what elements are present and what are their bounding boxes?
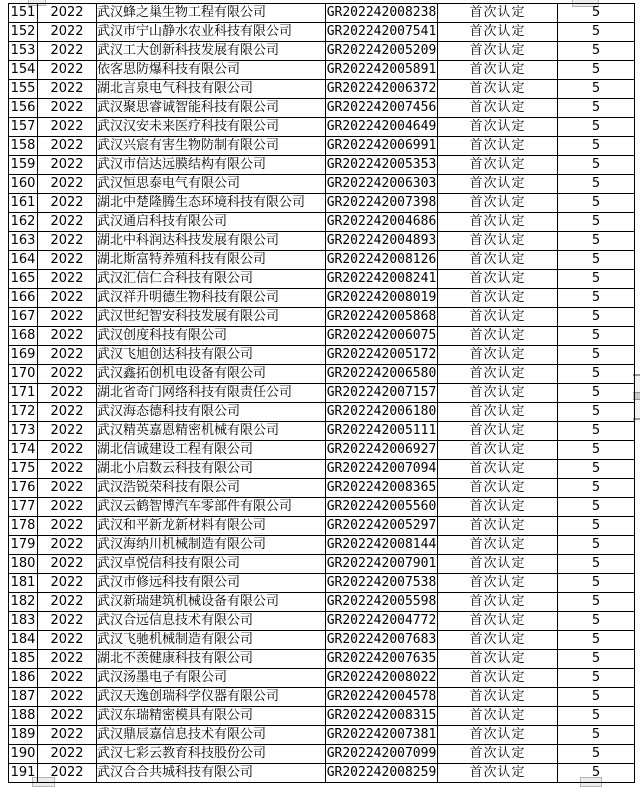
row-number-cell: 188 bbox=[9, 707, 38, 726]
certificate-code-cell: GR202242005172 bbox=[326, 346, 438, 365]
table-row bbox=[9, 118, 635, 137]
row-number-cell: 152 bbox=[9, 23, 38, 42]
recognition-type-cell: 首次认定 bbox=[438, 441, 558, 460]
validity-years-cell: 5 bbox=[558, 118, 635, 137]
company-name-cell: 武汉恒思泰电气有限公司 bbox=[97, 175, 326, 194]
company-name-cell: 武汉世纪智安科技发展有限公司 bbox=[97, 308, 326, 327]
year-cell: 2022 bbox=[38, 232, 97, 251]
table-row bbox=[9, 175, 635, 194]
certificate-code-cell: GR202242005353 bbox=[326, 156, 438, 175]
row-number-cell: 173 bbox=[9, 422, 38, 441]
table-row bbox=[9, 422, 635, 441]
validity-years-cell: 5 bbox=[558, 707, 635, 726]
recognition-type-cell: 首次认定 bbox=[438, 498, 558, 517]
company-name-cell: 武汉市修远科技有限公司 bbox=[97, 574, 326, 593]
recognition-type-cell: 首次认定 bbox=[438, 251, 558, 270]
table-row bbox=[9, 99, 635, 118]
certificate-code-cell: GR202242004649 bbox=[326, 118, 438, 137]
certificate-code-cell: GR202242008238 bbox=[326, 4, 438, 23]
validity-years-cell: 5 bbox=[558, 574, 635, 593]
year-cell: 2022 bbox=[38, 631, 97, 650]
validity-years-cell: 5 bbox=[558, 365, 635, 384]
row-number-cell: 166 bbox=[9, 289, 38, 308]
company-name-cell: 武汉蜂之巢生物工程有限公司 bbox=[97, 4, 326, 23]
company-name-cell: 湖北不羡健康科技有限公司 bbox=[97, 650, 326, 669]
table-row bbox=[9, 479, 635, 498]
year-cell: 2022 bbox=[38, 384, 97, 403]
certificate-code-cell: GR202242008241 bbox=[326, 270, 438, 289]
row-number-cell: 170 bbox=[9, 365, 38, 384]
recognition-type-cell: 首次认定 bbox=[438, 99, 558, 118]
row-number-cell: 184 bbox=[9, 631, 38, 650]
row-number-cell: 169 bbox=[9, 346, 38, 365]
company-name-cell: 武汉七彩云教育科技股份公司 bbox=[97, 745, 326, 764]
table-row bbox=[9, 251, 635, 270]
validity-years-cell: 5 bbox=[558, 631, 635, 650]
year-cell: 2022 bbox=[38, 156, 97, 175]
recognition-type-cell: 首次认定 bbox=[438, 555, 558, 574]
certificate-code-cell: GR202242007538 bbox=[326, 574, 438, 593]
validity-years-cell: 5 bbox=[558, 308, 635, 327]
certificate-code-cell: GR202242005111 bbox=[326, 422, 438, 441]
table-row bbox=[9, 403, 635, 422]
row-number-cell: 163 bbox=[9, 232, 38, 251]
company-name-cell: 武汉飞驰机械制造有限公司 bbox=[97, 631, 326, 650]
certificate-code-cell: GR202242007398 bbox=[326, 194, 438, 213]
company-name-cell: 武汉海态德科技有限公司 bbox=[97, 403, 326, 422]
validity-years-cell: 5 bbox=[558, 80, 635, 99]
row-number-cell: 164 bbox=[9, 251, 38, 270]
recognition-type-cell: 首次认定 bbox=[438, 289, 558, 308]
row-number-cell: 156 bbox=[9, 99, 38, 118]
year-cell: 2022 bbox=[38, 308, 97, 327]
validity-years-cell: 5 bbox=[558, 137, 635, 156]
table-row bbox=[9, 517, 635, 536]
certificate-code-cell: GR202242008144 bbox=[326, 536, 438, 555]
certificate-code-cell: GR202242007381 bbox=[326, 726, 438, 745]
certificate-code-cell: GR202242008126 bbox=[326, 251, 438, 270]
company-name-cell: 武汉海纳川机械制造有限公司 bbox=[97, 536, 326, 555]
recognition-type-cell: 首次认定 bbox=[438, 726, 558, 745]
certificate-code-cell: GR202242005560 bbox=[326, 498, 438, 517]
year-cell: 2022 bbox=[38, 175, 97, 194]
certificate-code-cell: GR202242005297 bbox=[326, 517, 438, 536]
validity-years-cell: 5 bbox=[558, 4, 635, 23]
row-number-cell: 168 bbox=[9, 327, 38, 346]
row-number-cell: 151 bbox=[9, 4, 38, 23]
table-row bbox=[9, 764, 635, 783]
year-cell: 2022 bbox=[38, 327, 97, 346]
company-name-cell: 武汉汇信仁合科技有限公司 bbox=[97, 270, 326, 289]
recognition-type-cell: 首次认定 bbox=[438, 118, 558, 137]
table-row bbox=[9, 631, 635, 650]
certificate-code-cell: GR202242007157 bbox=[326, 384, 438, 403]
table-row bbox=[9, 4, 635, 23]
table-row bbox=[9, 536, 635, 555]
year-cell: 2022 bbox=[38, 251, 97, 270]
company-name-cell: 武汉市信达远膜结构有限公司 bbox=[97, 156, 326, 175]
table-row bbox=[9, 745, 635, 764]
table-row bbox=[9, 593, 635, 612]
year-cell: 2022 bbox=[38, 441, 97, 460]
row-number-cell: 175 bbox=[9, 460, 38, 479]
table-row bbox=[9, 365, 635, 384]
certificate-code-cell: GR202242006303 bbox=[326, 175, 438, 194]
year-cell: 2022 bbox=[38, 23, 97, 42]
row-number-cell: 177 bbox=[9, 498, 38, 517]
year-cell: 2022 bbox=[38, 707, 97, 726]
year-cell: 2022 bbox=[38, 745, 97, 764]
validity-years-cell: 5 bbox=[558, 764, 635, 783]
recognition-type-cell: 首次认定 bbox=[438, 479, 558, 498]
company-name-cell: 湖北信诚建设工程有限公司 bbox=[97, 441, 326, 460]
table-row bbox=[9, 707, 635, 726]
year-cell: 2022 bbox=[38, 574, 97, 593]
row-number-cell: 161 bbox=[9, 194, 38, 213]
year-cell: 2022 bbox=[38, 61, 97, 80]
year-cell: 2022 bbox=[38, 118, 97, 137]
table-row bbox=[9, 156, 635, 175]
certificate-code-cell: GR202242005891 bbox=[326, 61, 438, 80]
certificate-code-cell: GR202242007094 bbox=[326, 460, 438, 479]
validity-years-cell: 5 bbox=[558, 536, 635, 555]
row-number-cell: 186 bbox=[9, 669, 38, 688]
year-cell: 2022 bbox=[38, 536, 97, 555]
validity-years-cell: 5 bbox=[558, 498, 635, 517]
certificate-code-cell: GR202242006075 bbox=[326, 327, 438, 346]
year-cell: 2022 bbox=[38, 612, 97, 631]
row-number-cell: 171 bbox=[9, 384, 38, 403]
recognition-type-cell: 首次认定 bbox=[438, 403, 558, 422]
validity-years-cell: 5 bbox=[558, 99, 635, 118]
certificate-code-cell: GR202242005868 bbox=[326, 308, 438, 327]
recognition-type-cell: 首次认定 bbox=[438, 42, 558, 61]
table-row bbox=[9, 460, 635, 479]
certificate-code-cell: GR202242004772 bbox=[326, 612, 438, 631]
table-row bbox=[9, 441, 635, 460]
recognition-type-cell: 首次认定 bbox=[438, 156, 558, 175]
recognition-type-cell: 首次认定 bbox=[438, 460, 558, 479]
table-row bbox=[9, 194, 635, 213]
certificate-code-cell: GR202242006180 bbox=[326, 403, 438, 422]
validity-years-cell: 5 bbox=[558, 61, 635, 80]
certificate-code-cell: GR202242008315 bbox=[326, 707, 438, 726]
table-row bbox=[9, 137, 635, 156]
year-cell: 2022 bbox=[38, 270, 97, 289]
validity-years-cell: 5 bbox=[558, 232, 635, 251]
recognition-type-cell: 首次认定 bbox=[438, 764, 558, 783]
company-name-cell: 武汉祥升明德生物科技有限公司 bbox=[97, 289, 326, 308]
year-cell: 2022 bbox=[38, 346, 97, 365]
recognition-type-cell: 首次认定 bbox=[438, 422, 558, 441]
company-name-cell: 武汉浩锐荣科技有限公司 bbox=[97, 479, 326, 498]
year-cell: 2022 bbox=[38, 289, 97, 308]
validity-years-cell: 5 bbox=[558, 726, 635, 745]
recognition-type-cell: 首次认定 bbox=[438, 669, 558, 688]
year-cell: 2022 bbox=[38, 669, 97, 688]
validity-years-cell: 5 bbox=[558, 270, 635, 289]
company-name-cell: 武汉和平新龙新材料有限公司 bbox=[97, 517, 326, 536]
company-name-cell: 武汉汉安未来医疗科技有限公司 bbox=[97, 118, 326, 137]
table-row bbox=[9, 498, 635, 517]
recognition-type-cell: 首次认定 bbox=[438, 327, 558, 346]
year-cell: 2022 bbox=[38, 4, 97, 23]
company-name-cell: 湖北小启数云科技有限公司 bbox=[97, 460, 326, 479]
row-number-cell: 181 bbox=[9, 574, 38, 593]
table-row bbox=[9, 61, 635, 80]
year-cell: 2022 bbox=[38, 460, 97, 479]
validity-years-cell: 5 bbox=[558, 555, 635, 574]
row-number-cell: 162 bbox=[9, 213, 38, 232]
certificate-code-cell: GR202242004578 bbox=[326, 688, 438, 707]
company-name-cell: 武汉合合共城科技有限公司 bbox=[97, 764, 326, 783]
company-name-cell: 武汉卓悦信科技有限公司 bbox=[97, 555, 326, 574]
certificate-code-cell: GR202242008259 bbox=[326, 764, 438, 783]
validity-years-cell: 5 bbox=[558, 669, 635, 688]
row-number-cell: 189 bbox=[9, 726, 38, 745]
company-name-cell: 武汉飞旭创达科技有限公司 bbox=[97, 346, 326, 365]
recognition-type-cell: 首次认定 bbox=[438, 232, 558, 251]
recognition-type-cell: 首次认定 bbox=[438, 384, 558, 403]
row-number-cell: 158 bbox=[9, 137, 38, 156]
company-name-cell: 武汉新瑞建筑机械设备有限公司 bbox=[97, 593, 326, 612]
company-name-cell: 湖北省奇门网络科技有限责任公司 bbox=[97, 384, 326, 403]
certificate-code-cell: GR202242005209 bbox=[326, 42, 438, 61]
certificate-code-cell: GR202242006991 bbox=[326, 137, 438, 156]
recognition-type-cell: 首次认定 bbox=[438, 346, 558, 365]
recognition-type-cell: 首次认定 bbox=[438, 4, 558, 23]
table-row bbox=[9, 213, 635, 232]
row-number-cell: 191 bbox=[9, 764, 38, 783]
validity-years-cell: 5 bbox=[558, 441, 635, 460]
company-name-cell: 武汉鼎辰嘉信息技术有限公司 bbox=[97, 726, 326, 745]
recognition-type-cell: 首次认定 bbox=[438, 270, 558, 289]
recognition-type-cell: 首次认定 bbox=[438, 175, 558, 194]
certificate-code-cell: GR202242005598 bbox=[326, 593, 438, 612]
validity-years-cell: 5 bbox=[558, 384, 635, 403]
row-number-cell: 153 bbox=[9, 42, 38, 61]
company-name-cell: 武汉云鹤智博汽车零部件有限公司 bbox=[97, 498, 326, 517]
table-row bbox=[9, 688, 635, 707]
validity-years-cell: 5 bbox=[558, 612, 635, 631]
recognition-type-cell: 首次认定 bbox=[438, 574, 558, 593]
row-number-cell: 160 bbox=[9, 175, 38, 194]
company-name-cell: 武汉汤墨电子有限公司 bbox=[97, 669, 326, 688]
year-cell: 2022 bbox=[38, 365, 97, 384]
year-cell: 2022 bbox=[38, 99, 97, 118]
company-name-cell: 武汉精英嘉恩精密机械有限公司 bbox=[97, 422, 326, 441]
certificate-code-cell: GR202242007099 bbox=[326, 745, 438, 764]
recognition-type-cell: 首次认定 bbox=[438, 61, 558, 80]
recognition-type-cell: 首次认定 bbox=[438, 213, 558, 232]
table-row bbox=[9, 574, 635, 593]
year-cell: 2022 bbox=[38, 498, 97, 517]
year-cell: 2022 bbox=[38, 764, 97, 783]
year-cell: 2022 bbox=[38, 137, 97, 156]
table-row bbox=[9, 42, 635, 61]
company-name-cell: 武汉东瑞精密模具有限公司 bbox=[97, 707, 326, 726]
validity-years-cell: 5 bbox=[558, 346, 635, 365]
table-row bbox=[9, 669, 635, 688]
year-cell: 2022 bbox=[38, 422, 97, 441]
year-cell: 2022 bbox=[38, 403, 97, 422]
row-number-cell: 155 bbox=[9, 80, 38, 99]
company-name-cell: 武汉鑫拓创机电设备有限公司 bbox=[97, 365, 326, 384]
certificate-code-cell: GR202242006580 bbox=[326, 365, 438, 384]
company-name-cell: 武汉市宁山静水农业科技有限公司 bbox=[97, 23, 326, 42]
validity-years-cell: 5 bbox=[558, 289, 635, 308]
company-name-cell: 武汉创度科技有限公司 bbox=[97, 327, 326, 346]
recognition-type-cell: 首次认定 bbox=[438, 517, 558, 536]
table-row bbox=[9, 555, 635, 574]
table-row bbox=[9, 726, 635, 745]
validity-years-cell: 5 bbox=[558, 327, 635, 346]
company-name-cell: 武汉聚思睿诚智能科技有限公司 bbox=[97, 99, 326, 118]
row-number-cell: 154 bbox=[9, 61, 38, 80]
table-row bbox=[9, 270, 635, 289]
row-number-cell: 174 bbox=[9, 441, 38, 460]
validity-years-cell: 5 bbox=[558, 403, 635, 422]
certificate-code-cell: GR202242007901 bbox=[326, 555, 438, 574]
validity-years-cell: 5 bbox=[558, 213, 635, 232]
table-row bbox=[9, 80, 635, 99]
validity-years-cell: 5 bbox=[558, 251, 635, 270]
certificate-code-cell: GR202242007541 bbox=[326, 23, 438, 42]
validity-years-cell: 5 bbox=[558, 42, 635, 61]
table-row bbox=[9, 23, 635, 42]
row-number-cell: 176 bbox=[9, 479, 38, 498]
certificate-code-cell: GR202242007683 bbox=[326, 631, 438, 650]
row-number-cell: 182 bbox=[9, 593, 38, 612]
validity-years-cell: 5 bbox=[558, 479, 635, 498]
recognition-type-cell: 首次认定 bbox=[438, 137, 558, 156]
row-number-cell: 187 bbox=[9, 688, 38, 707]
certificate-code-cell: GR202242007456 bbox=[326, 99, 438, 118]
recognition-type-cell: 首次认定 bbox=[438, 308, 558, 327]
year-cell: 2022 bbox=[38, 42, 97, 61]
recognition-type-cell: 首次认定 bbox=[438, 631, 558, 650]
row-number-cell: 180 bbox=[9, 555, 38, 574]
recognition-type-cell: 首次认定 bbox=[438, 612, 558, 631]
year-cell: 2022 bbox=[38, 688, 97, 707]
recognition-type-cell: 首次认定 bbox=[438, 707, 558, 726]
certificate-code-cell: GR202242008365 bbox=[326, 479, 438, 498]
row-number-cell: 159 bbox=[9, 156, 38, 175]
company-name-cell: 武汉工大创新科技发展有限公司 bbox=[97, 42, 326, 61]
company-name-cell: 武汉合远信息技术有限公司 bbox=[97, 612, 326, 631]
company-name-cell: 武汉兴宸有害生物防制有限公司 bbox=[97, 137, 326, 156]
year-cell: 2022 bbox=[38, 650, 97, 669]
recognition-type-cell: 首次认定 bbox=[438, 688, 558, 707]
recognition-type-cell: 首次认定 bbox=[438, 593, 558, 612]
certificate-code-cell: GR202242004686 bbox=[326, 213, 438, 232]
recognition-type-cell: 首次认定 bbox=[438, 536, 558, 555]
recognition-type-cell: 首次认定 bbox=[438, 650, 558, 669]
validity-years-cell: 5 bbox=[558, 650, 635, 669]
recognition-type-cell: 首次认定 bbox=[438, 745, 558, 764]
year-cell: 2022 bbox=[38, 593, 97, 612]
year-cell: 2022 bbox=[38, 517, 97, 536]
validity-years-cell: 5 bbox=[558, 593, 635, 612]
recognition-list-table bbox=[8, 3, 635, 783]
recognition-type-cell: 首次认定 bbox=[438, 80, 558, 99]
table-row bbox=[9, 289, 635, 308]
certificate-code-cell: GR202242006372 bbox=[326, 80, 438, 99]
table-row bbox=[9, 232, 635, 251]
table-row bbox=[9, 346, 635, 365]
company-name-cell: 湖北斯富特养殖科技有限公司 bbox=[97, 251, 326, 270]
validity-years-cell: 5 bbox=[558, 194, 635, 213]
validity-years-cell: 5 bbox=[558, 156, 635, 175]
validity-years-cell: 5 bbox=[558, 23, 635, 42]
row-number-cell: 157 bbox=[9, 118, 38, 137]
certificate-code-cell: GR202242008019 bbox=[326, 289, 438, 308]
table-body bbox=[9, 4, 635, 783]
year-cell: 2022 bbox=[38, 555, 97, 574]
validity-years-cell: 5 bbox=[558, 688, 635, 707]
certificate-code-cell: GR202242007635 bbox=[326, 650, 438, 669]
company-name-cell: 武汉天逸创瑞科学仪器有限公司 bbox=[97, 688, 326, 707]
company-name-cell: 武汉通启科技有限公司 bbox=[97, 213, 326, 232]
table-row bbox=[9, 327, 635, 346]
row-number-cell: 179 bbox=[9, 536, 38, 555]
company-name-cell: 湖北言泉电气科技有限公司 bbox=[97, 80, 326, 99]
validity-years-cell: 5 bbox=[558, 517, 635, 536]
table-row bbox=[9, 650, 635, 669]
row-number-cell: 190 bbox=[9, 745, 38, 764]
validity-years-cell: 5 bbox=[558, 460, 635, 479]
validity-years-cell: 5 bbox=[558, 422, 635, 441]
year-cell: 2022 bbox=[38, 194, 97, 213]
year-cell: 2022 bbox=[38, 726, 97, 745]
recognition-type-cell: 首次认定 bbox=[438, 23, 558, 42]
company-name-cell: 湖北中楚隆腾生态环境科技有限公司 bbox=[97, 194, 326, 213]
certificate-code-cell: GR202242006927 bbox=[326, 441, 438, 460]
row-number-cell: 178 bbox=[9, 517, 38, 536]
year-cell: 2022 bbox=[38, 80, 97, 99]
table-row bbox=[9, 308, 635, 327]
company-name-cell: 依客思防爆科技有限公司 bbox=[97, 61, 326, 80]
year-cell: 2022 bbox=[38, 479, 97, 498]
certificate-code-cell: GR202242004893 bbox=[326, 232, 438, 251]
row-number-cell: 165 bbox=[9, 270, 38, 289]
row-number-cell: 172 bbox=[9, 403, 38, 422]
recognition-type-cell: 首次认定 bbox=[438, 365, 558, 384]
row-number-cell: 185 bbox=[9, 650, 38, 669]
company-name-cell: 湖北中科润达科技发展有限公司 bbox=[97, 232, 326, 251]
validity-years-cell: 5 bbox=[558, 745, 635, 764]
table-row bbox=[9, 612, 635, 631]
certificate-code-cell: GR202242008022 bbox=[326, 669, 438, 688]
row-number-cell: 183 bbox=[9, 612, 38, 631]
recognition-type-cell: 首次认定 bbox=[438, 194, 558, 213]
table-row bbox=[9, 384, 635, 403]
validity-years-cell: 5 bbox=[558, 175, 635, 194]
row-number-cell: 167 bbox=[9, 308, 38, 327]
year-cell: 2022 bbox=[38, 213, 97, 232]
